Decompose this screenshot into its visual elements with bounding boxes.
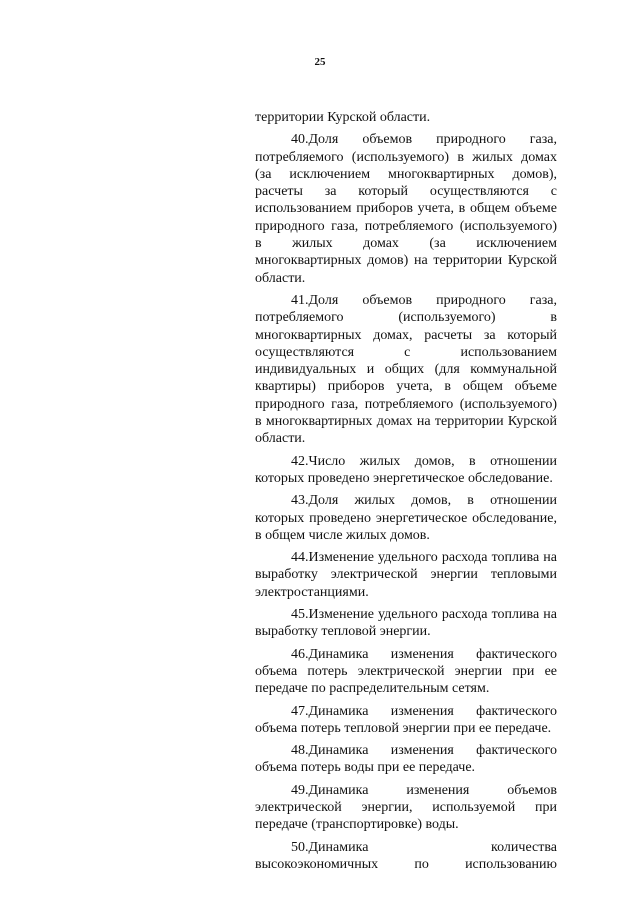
paragraph-item-48: 48.Динамика изменения фактического объема потерь воды при ее передаче. xyxy=(255,743,557,776)
document-body xyxy=(255,109,557,873)
paragraph-item-42: 42.Число жилых домов, в отношении которых проведено энергетическое обследование. xyxy=(255,453,557,486)
paragraph-item-47: 47.Динамика изменения фактического объема потерь тепловой энергии при ее передаче. xyxy=(255,703,557,736)
paragraph-item-40: 40.Доля объемов природного газа, потребляемого (используемого) в жилых домах (за исключением многоквартирных домов), расчеты за который осуществляются с использованием приборов учета, в общем объеме природного газа, потребляемого (используемого) в жилых домах (за исключением многоквартирных домов) на территории Курской области. xyxy=(255,132,557,286)
paragraph-item-45: 45.Изменение удельного расхода топлива на выработку тепловой энергии. xyxy=(255,607,557,640)
paragraph-item-41: 41.Доля объемов природного газа, потребляемого (используемого) в многоквартирных домах, расчеты за который осуществляются с использованием индивидуальных и общих (для коммунальной квартиры) приборов учета, в общем объеме природного газа, потребляемого (используемого) в многоквартирных домах на территории Курской области. xyxy=(255,292,557,447)
page-number: 25 xyxy=(314,56,326,68)
paragraph-item-43: 43.Доля жилых домов, в отношении которых проведено энергетическое обследование, в общем числе жилых домов. xyxy=(255,493,557,543)
paragraph-continuation: территории Курской области. xyxy=(255,110,431,125)
paragraph-item-46: 46.Динамика изменения фактического объема потерь электрической энергии при ее передаче по распределительным сетям. xyxy=(255,646,557,697)
paragraph-item-44: 44.Изменение удельного расхода топлива на выработку электрической энергии тепловыми электростанциями. xyxy=(255,550,557,600)
paragraph-item-50: 50.Динамика количества высокоэкономичных по использованию xyxy=(255,839,557,872)
paragraph-item-49: 49.Динамика изменения объемов электрической энергии, используемой при передаче (транспортировке) воды. xyxy=(255,782,557,833)
